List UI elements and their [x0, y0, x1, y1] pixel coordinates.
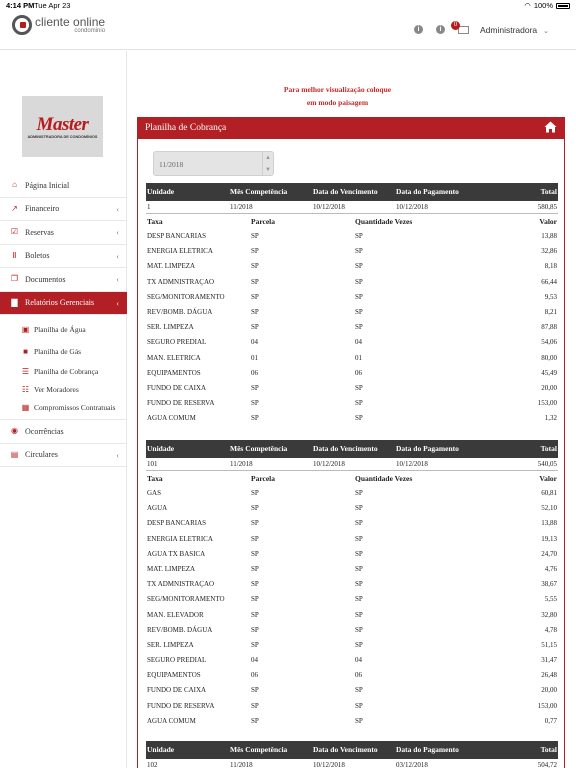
fee-value: 153,00: [537, 701, 557, 710]
sidebar-item-circulares[interactable]: [0, 444, 127, 468]
chevron-left-icon: ‹: [116, 251, 119, 261]
fee-row: [146, 577, 558, 592]
period-select[interactable]: [153, 151, 274, 176]
fee-quantity: SP: [355, 519, 363, 528]
due-date: 10/12/2018: [313, 460, 345, 468]
fee-row: [146, 244, 558, 259]
fee-quantity: SP: [355, 414, 363, 423]
fee-value: 20,00: [541, 383, 557, 392]
fee-row: [146, 351, 558, 366]
notice-line-1: Para melhor visualização coloque: [283, 85, 392, 94]
table-row: [146, 759, 558, 768]
fee-name: DESP BANCARIAS: [147, 232, 207, 240]
fee-name: EQUIPAMENTOS: [147, 671, 201, 680]
fee-value: 54,06: [541, 338, 557, 347]
fee-name: SEG/MONITORAMENTO: [147, 292, 225, 301]
column-header-competencia: Mês Competência: [230, 745, 288, 754]
fee-quantity: SP: [355, 277, 363, 286]
fee-installment: SP: [251, 504, 259, 513]
fee-row: [146, 305, 558, 320]
fee-quantity: 06: [355, 368, 362, 377]
fee-value: 31,47: [541, 656, 557, 665]
app-logo[interactable]: [12, 15, 105, 35]
fee-installment: SP: [251, 399, 259, 408]
fee-name: EQUIPAMENTOS: [147, 368, 201, 377]
fee-installment: SP: [251, 489, 259, 497]
status-right: [524, 1, 570, 10]
sidebar-item-documentos[interactable]: [0, 268, 127, 292]
fee-installment: 06: [251, 368, 258, 377]
fee-installment: SP: [251, 292, 259, 301]
fee-quantity: SP: [355, 262, 363, 271]
sidebar-item-reservas[interactable]: [0, 221, 127, 245]
unit-number: 102: [147, 761, 158, 768]
fee-installment: SP: [251, 307, 259, 316]
fee-installment: 01: [251, 353, 258, 362]
fee-row: [146, 638, 558, 653]
sidebar-item-label: Relatórios Gerenciais: [25, 298, 95, 308]
fee-row: [146, 714, 558, 729]
fee-row: [146, 366, 558, 381]
sidebar-item-boletos[interactable]: [0, 245, 127, 269]
fee-installment: SP: [251, 519, 259, 528]
fee-name: ENERGIA ELETRICA: [147, 534, 213, 543]
fee-installment: 04: [251, 656, 258, 665]
fee-quantity: SP: [355, 716, 363, 725]
calendar-check-icon: ☑: [10, 227, 19, 237]
fee-installment: SP: [251, 262, 259, 271]
fee-row: [146, 290, 558, 305]
sidebar-subitem-planilha-cobranca[interactable]: [0, 362, 127, 380]
fee-value: 13,88: [541, 232, 557, 240]
sidebar-item-pagina-inicial[interactable]: [0, 174, 127, 198]
column-header-competencia: Mês Competência: [230, 187, 288, 196]
fee-row: [146, 275, 558, 290]
sidebar-subitem-label: Planilha de Cobrança: [34, 366, 99, 376]
panel-header: [138, 117, 564, 139]
sidebar-subitem-label: Planilha de Água: [34, 324, 86, 334]
table-header: [146, 183, 558, 201]
fee-value: 153,00: [537, 399, 557, 408]
unit-total: 540,05: [537, 460, 557, 468]
sidebar-subitem-planilha-agua[interactable]: [0, 318, 127, 340]
fee-row: [146, 411, 558, 426]
column-header-total: Total: [540, 187, 557, 196]
fee-row: [146, 562, 558, 577]
fee-row: [146, 608, 558, 623]
column-header-parcela: Parcela: [251, 217, 276, 226]
fee-value: 19,13: [541, 534, 557, 543]
fee-name: AGUA TX BASICA: [147, 549, 206, 558]
sidebar-item-ocorrencias[interactable]: [0, 420, 127, 444]
app-header: [0, 12, 576, 50]
unit-total: 504,72: [537, 761, 557, 768]
fee-quantity: SP: [355, 686, 363, 695]
fee-name: REV/BOMB. DÁGUA: [147, 625, 213, 634]
panel-title: Planilha de Cobrança: [145, 123, 227, 133]
fee-quantity: SP: [355, 595, 363, 604]
sidebar-item-label: Circulares: [25, 450, 58, 460]
sidebar-subitem-ver-moradores[interactable]: [0, 380, 127, 398]
fee-row: [146, 501, 558, 516]
fee-row: [146, 653, 558, 668]
fee-row: [146, 259, 558, 274]
column-header-vencimento: Data do Vencimento: [313, 444, 378, 453]
column-header-unidade: Unidade: [147, 187, 175, 196]
sidebar-item-relatorios-gerenciais[interactable]: [0, 292, 127, 316]
fee-installment: SP: [251, 610, 259, 619]
fee-quantity: SP: [355, 504, 363, 513]
fee-installment: SP: [251, 625, 259, 634]
barcode-icon: Ⅱ: [12, 250, 17, 260]
fee-quantity: SP: [355, 701, 363, 710]
chevron-down-icon: ▲ ▼: [262, 152, 273, 175]
brand-subtitle: ADMINISTRADORA DE CONDOMÍNIOS: [27, 134, 98, 139]
fee-name: SEGURO PREDIAL: [147, 656, 207, 665]
notice-line-2: em modo paisagem: [306, 97, 369, 107]
fee-name: FUNDO DE RESERVA: [147, 399, 215, 408]
column-header-unidade: Unidade: [147, 745, 175, 754]
fee-value: 52,10: [541, 504, 557, 513]
fee-installment: SP: [251, 414, 259, 423]
column-header-taxa: Taxa: [147, 474, 163, 483]
items-header: [146, 214, 558, 229]
unit-billing-block: [146, 183, 558, 426]
sidebar-item-financeiro[interactable]: [0, 198, 127, 222]
unit-billing-block: [146, 440, 558, 729]
sidebar-nav: [0, 174, 127, 467]
user-menu[interactable]: [480, 25, 549, 35]
fee-quantity: SP: [355, 564, 363, 573]
fee-value: 45,49: [541, 368, 557, 377]
fee-quantity: 06: [355, 671, 362, 680]
fee-row: [146, 592, 558, 607]
column-header-pagamento: Data do Pagamento: [396, 745, 459, 754]
fee-value: 32,80: [541, 610, 557, 619]
table-row: [146, 201, 558, 214]
home-icon: ⌂: [12, 180, 17, 190]
fee-installment: SP: [251, 716, 259, 725]
chevron-left-icon: ‹: [116, 275, 119, 284]
competence-month: 11/2018: [230, 203, 253, 211]
fee-name: REV/BOMB. DÁGUA: [147, 307, 213, 316]
column-header-pagamento: Data do Pagamento: [396, 444, 459, 453]
fee-row: [146, 683, 558, 698]
sidebar-subitem-planilha-gas[interactable]: [0, 340, 127, 362]
column-header-total: Total: [540, 745, 557, 754]
fee-quantity: SP: [355, 292, 363, 301]
fee-value: 8,21: [544, 307, 557, 316]
fee-name: GAS: [147, 489, 162, 497]
fee-value: 1,32: [544, 414, 557, 423]
payment-date: 10/12/2018: [396, 460, 428, 468]
chevron-left-icon: ‹: [116, 228, 119, 237]
people-icon: ☷: [21, 384, 30, 394]
column-header-vencimento: Data do Vencimento: [313, 187, 378, 196]
fee-name: MAT. LIMPEZA: [147, 262, 196, 271]
column-header-valor: Valor: [539, 474, 557, 483]
fee-installment: 06: [251, 671, 258, 680]
fee-value: 87,88: [541, 323, 557, 332]
fee-value: 13,88: [541, 519, 557, 528]
status-time: 4:14 PM: [6, 1, 35, 10]
submenu-relatorios: [0, 315, 127, 420]
due-date: 10/12/2018: [313, 203, 345, 211]
fee-installment: SP: [251, 232, 259, 240]
fee-row: [146, 532, 558, 547]
sidebar-subitem-label: Compromissos Contratuais: [34, 402, 116, 412]
fee-quantity: SP: [355, 610, 363, 619]
fee-name: FUNDO DE CAIXA: [147, 383, 207, 392]
documents-icon: ❐: [10, 274, 19, 284]
logo-icon: [12, 15, 32, 35]
column-header-parcela: Parcela: [251, 474, 276, 483]
fee-installment: 04: [251, 338, 258, 347]
fee-value: 26,48: [541, 671, 557, 680]
logo-title: cliente online: [35, 15, 106, 29]
fee-installment: SP: [251, 580, 259, 589]
table-header: [146, 741, 558, 759]
fee-row: [146, 547, 558, 562]
fee-name: SEGURO PREDIAL: [147, 338, 207, 347]
fee-installment: SP: [251, 701, 259, 710]
fee-quantity: SP: [355, 323, 363, 332]
column-header-quantidade: Quantidade Vezes: [355, 217, 413, 226]
list-icon: ☰: [21, 366, 30, 376]
status-date: Tue Apr 23: [34, 1, 71, 10]
fee-installment: SP: [251, 383, 259, 392]
fee-name: AGUA COMUM: [147, 414, 196, 423]
wifi-icon: ◠: [524, 1, 531, 10]
table-header: [146, 440, 558, 458]
notification-badge: 0: [451, 21, 460, 30]
column-header-pagamento: Data do Pagamento: [396, 187, 459, 196]
landscape-notice: [270, 84, 405, 109]
fee-value: 80,00: [541, 353, 557, 362]
fee-installment: SP: [251, 534, 259, 543]
sidebar-item-label: Ocorrências: [25, 426, 64, 436]
fee-row: [146, 396, 558, 411]
fee-value: 32,86: [541, 247, 557, 256]
unit-number: 101: [147, 460, 158, 468]
sidebar-item-label: Financeiro: [25, 204, 60, 214]
fee-value: 38,67: [541, 580, 557, 589]
fee-installment: SP: [251, 564, 259, 573]
payment-date: 03/12/2018: [396, 761, 428, 768]
fee-name: MAT. LIMPEZA: [147, 564, 196, 573]
column-header-competencia: Mês Competência: [230, 444, 288, 453]
fee-row: [146, 381, 558, 396]
column-header-unidade: Unidade: [147, 444, 175, 453]
fee-quantity: SP: [355, 383, 363, 392]
chart-line-icon: ↗: [11, 203, 18, 213]
fee-name: FUNDO DE RESERVA: [147, 701, 215, 710]
table-row: [146, 458, 558, 471]
column-header-quantidade: Quantidade Vezes: [355, 474, 413, 483]
calendar-icon: ▦: [21, 402, 30, 412]
fee-name: AGUA COMUM: [147, 716, 196, 725]
fee-value: 24,70: [541, 549, 557, 558]
fee-name: AGUA: [147, 504, 168, 513]
brand-name: Master: [36, 113, 89, 135]
logo-subtitle: condominio: [74, 28, 106, 34]
fee-quantity: SP: [355, 625, 363, 634]
column-header-vencimento: Data do Vencimento: [313, 745, 378, 754]
fee-value: 4,76: [544, 564, 557, 573]
fee-installment: SP: [251, 595, 259, 604]
column-header-taxa: Taxa: [147, 217, 163, 226]
fee-installment: SP: [251, 549, 259, 558]
fee-quantity: 04: [355, 338, 362, 347]
fee-row: [146, 516, 558, 531]
sidebar: [0, 51, 127, 768]
fee-row: [146, 229, 558, 244]
fee-value: 66,44: [541, 277, 557, 286]
fee-quantity: SP: [355, 549, 363, 558]
chevron-left-icon: ‹: [116, 204, 119, 214]
fee-quantity: SP: [355, 640, 363, 649]
fee-installment: SP: [251, 640, 259, 649]
fee-quantity: 04: [355, 656, 362, 665]
fee-quantity: SP: [355, 489, 363, 497]
competence-month: 11/2018: [230, 460, 253, 468]
info-icon[interactable]: i: [436, 25, 445, 34]
sidebar-item-label: Documentos: [25, 274, 66, 284]
home-icon[interactable]: [544, 121, 557, 133]
battery-icon: [556, 3, 570, 9]
fee-name: ENERGIA ELETRICA: [147, 247, 213, 256]
info-icon[interactable]: i: [414, 25, 423, 34]
fee-name: SER. LIMPEZA: [147, 640, 194, 649]
fee-value: 4,78: [544, 625, 557, 634]
fee-name: FUNDO DE CAIXA: [147, 686, 207, 695]
column-header-total: Total: [540, 444, 557, 453]
sidebar-item-label: Página Inicial: [25, 180, 70, 190]
column-header-valor: Valor: [539, 217, 557, 226]
fee-name: DESP BANCARIAS: [147, 519, 207, 528]
fee-value: 5,55: [544, 595, 557, 604]
fee-value: 20,00: [541, 686, 557, 695]
newspaper-icon: ▤: [10, 449, 19, 459]
sidebar-subitem-compromissos[interactable]: [0, 398, 127, 416]
payment-date: 10/12/2018: [396, 203, 428, 211]
sidebar-subitem-label: Ver Moradores: [34, 384, 79, 394]
fee-row: [146, 486, 558, 501]
chevron-left-icon: ‹: [116, 450, 119, 460]
fee-name: SEG/MONITORAMENTO: [147, 595, 225, 604]
fee-name: TX ADMNISTRAÇAO: [147, 277, 215, 286]
gas-pump-icon: ■: [23, 346, 28, 356]
fee-name: TX ADMNISTRAÇAO: [147, 580, 215, 589]
sidebar-item-label: Reservas: [25, 227, 54, 237]
unit-billing-block: [146, 741, 558, 768]
chevron-down-icon: ‹: [116, 298, 119, 308]
sidebar-subitem-label: Planilha de Gás: [34, 346, 82, 356]
alert-icon: ◉: [11, 426, 18, 436]
fee-name: SER. LIMPEZA: [147, 323, 194, 332]
fee-installment: SP: [251, 686, 259, 695]
chevron-down-icon: ⌄: [543, 28, 550, 35]
competence-month: 11/2018: [230, 761, 253, 768]
fee-installment: SP: [251, 323, 259, 332]
fee-quantity: SP: [355, 580, 363, 589]
fee-quantity: SP: [355, 232, 363, 240]
period-select-value: 11/2018: [159, 160, 184, 169]
fee-value: 60,81: [541, 489, 557, 497]
fee-quantity: 01: [355, 353, 362, 362]
fee-row: [146, 335, 558, 350]
bar-chart-icon: ▇: [11, 297, 18, 307]
due-date: 10/12/2018: [313, 761, 345, 768]
fee-value: 8,18: [544, 262, 557, 271]
fee-installment: SP: [251, 247, 259, 256]
water-icon: ▣: [21, 324, 30, 334]
fee-value: 51,15: [541, 640, 557, 649]
fee-quantity: SP: [355, 247, 363, 256]
fee-name: MAN. ELEVADOR: [147, 610, 204, 619]
fee-quantity: SP: [355, 534, 363, 543]
fee-quantity: SP: [355, 307, 363, 316]
unit-total: 580,85: [537, 203, 557, 211]
fee-installment: SP: [251, 277, 259, 286]
fee-name: MAN. ELETRICA: [147, 353, 201, 362]
fee-quantity: SP: [355, 399, 363, 408]
unit-number: 1: [147, 203, 151, 211]
fee-row: [146, 320, 558, 335]
fee-row: [146, 668, 558, 683]
billing-panel: [137, 117, 565, 768]
battery-percent: 100%: [533, 1, 553, 10]
ios-status-bar: [0, 0, 576, 12]
fee-value: 9,53: [544, 292, 557, 301]
sidebar-item-label: Boletos: [25, 251, 50, 261]
fee-value: 0,77: [544, 716, 557, 725]
fee-row: [146, 623, 558, 638]
user-name: Administradora: [480, 25, 538, 35]
items-header: [146, 471, 558, 486]
fee-row: [146, 699, 558, 714]
brand-logo: [22, 96, 103, 157]
